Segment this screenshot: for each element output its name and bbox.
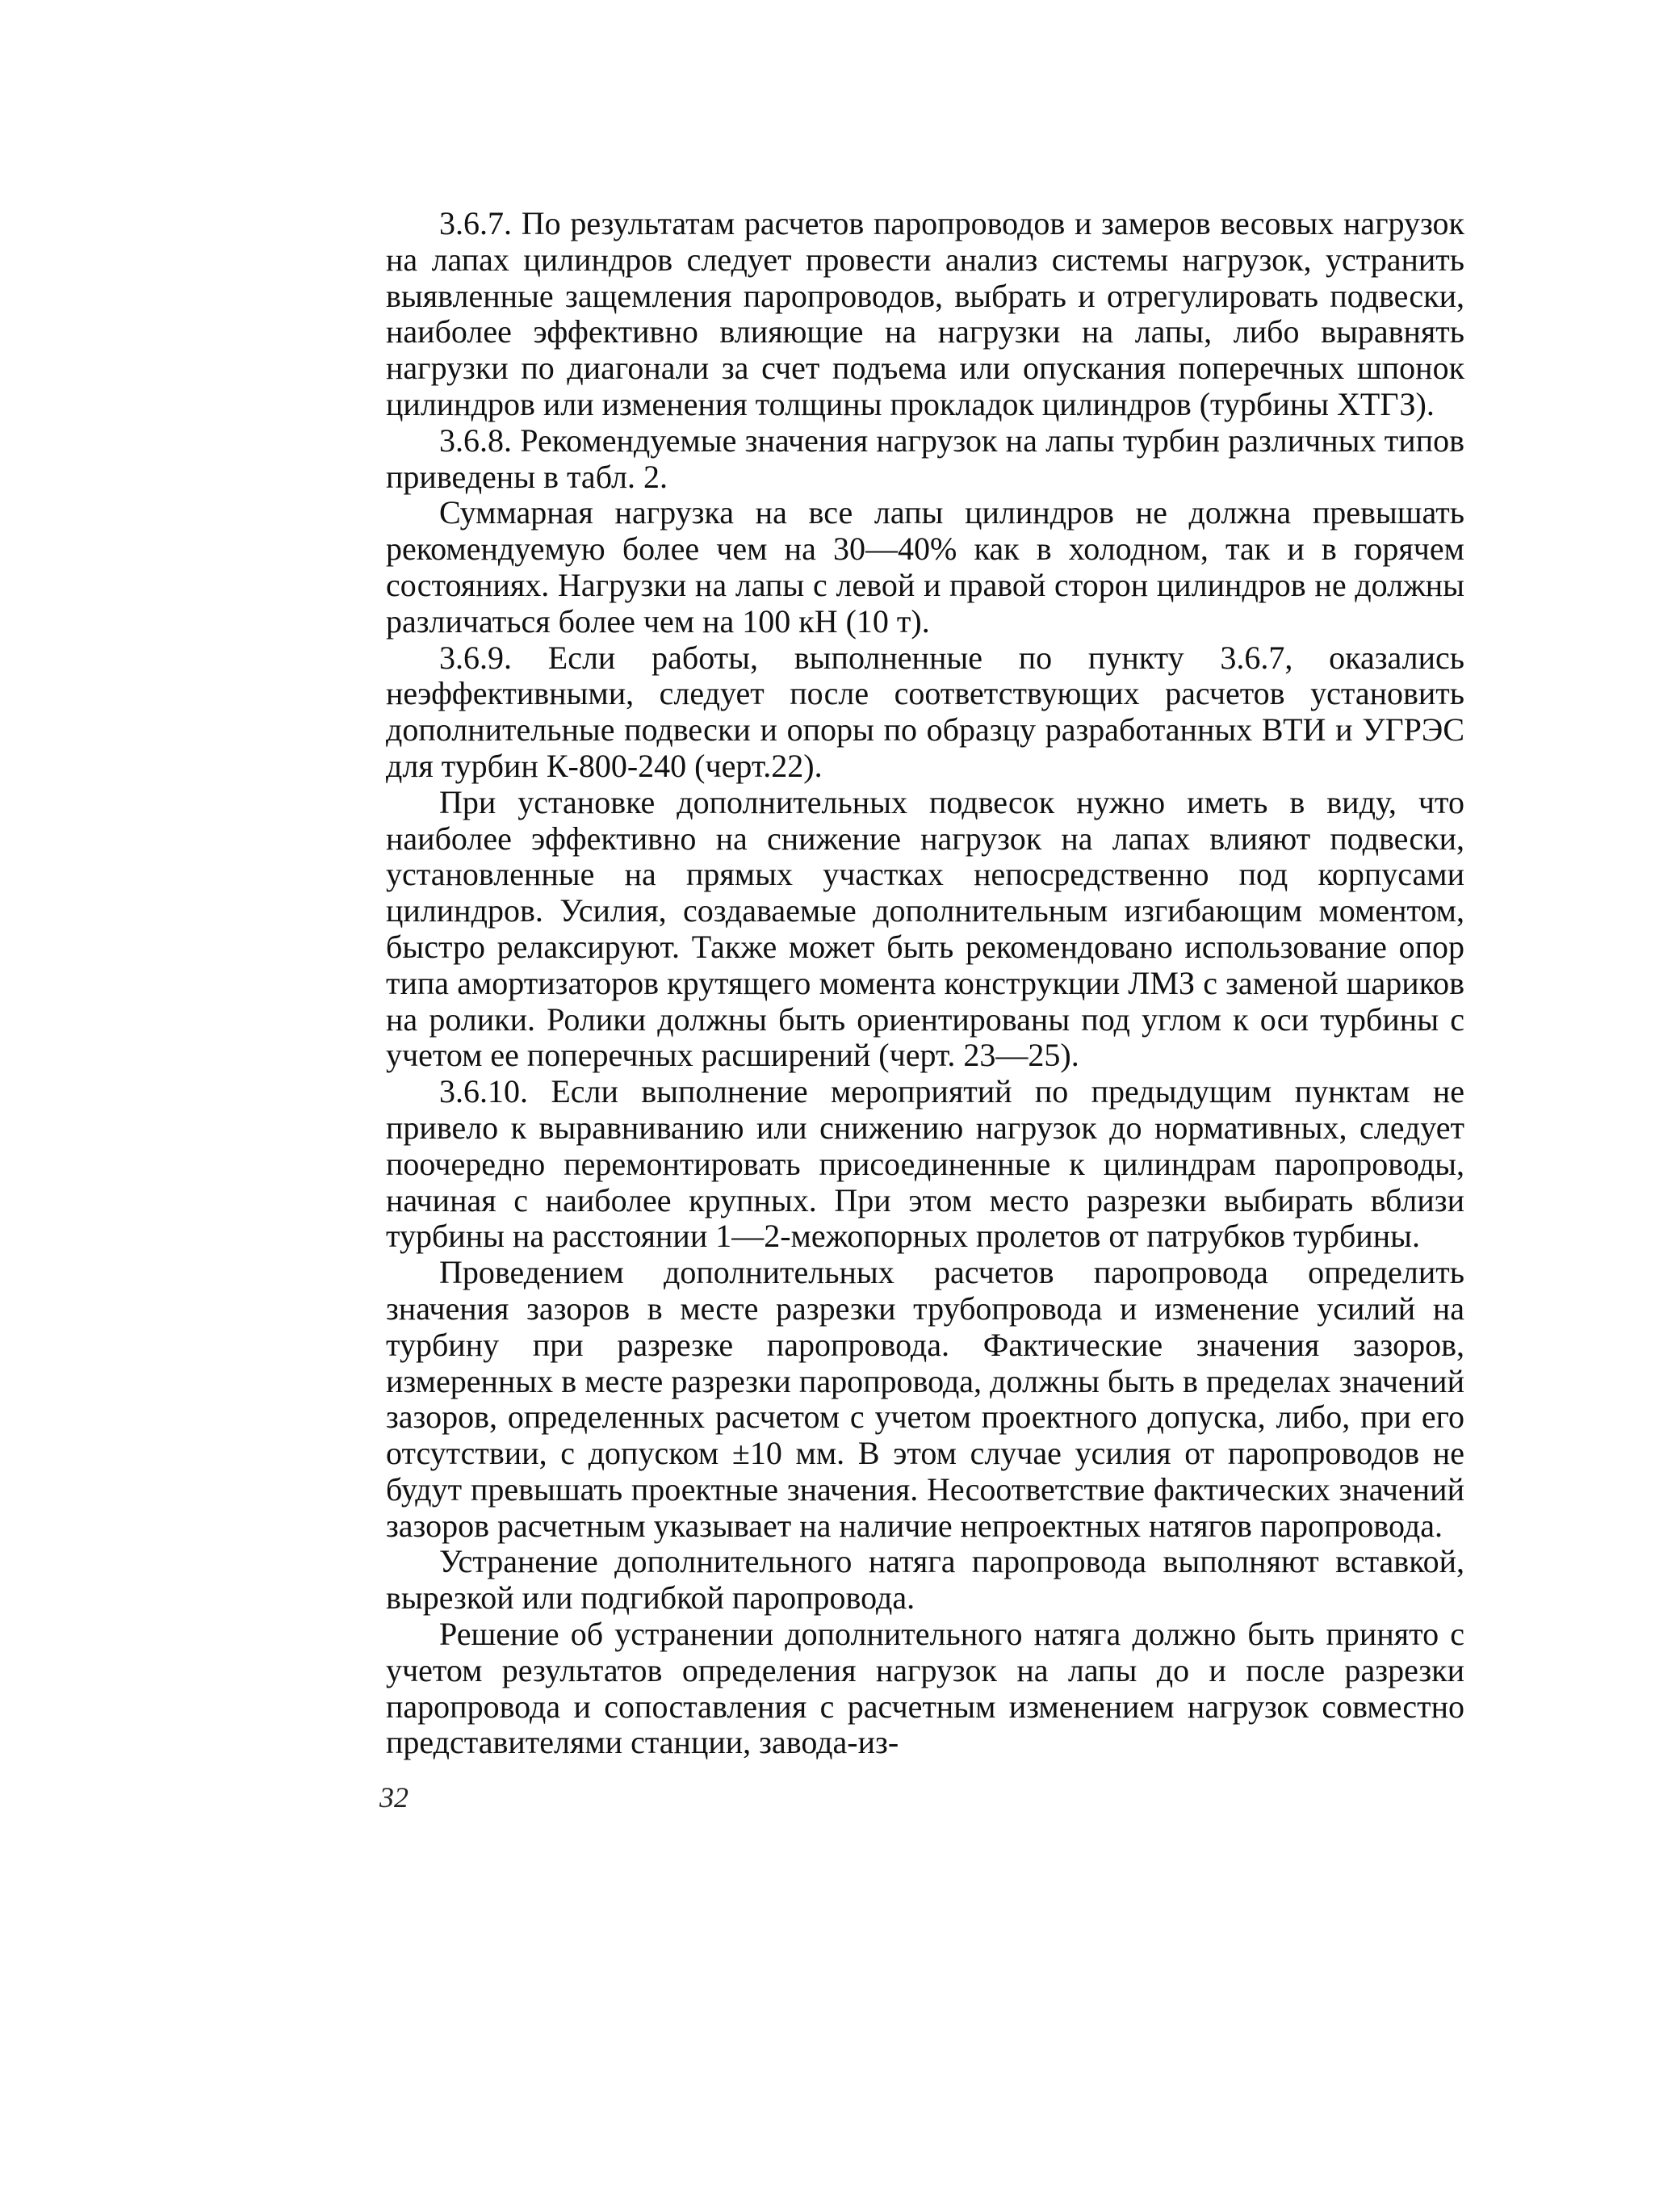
paragraph-3-6-8: 3.6.8. Рекомендуемые значения нагрузок на лапы турбин различных типов приведены в табл. 2. bbox=[386, 421, 1464, 495]
paragraph-3-6-7: 3.6.7. По результатам расчетов паропроводов и замеров весовых нагрузок на лапах цилиндров следует провести анализ системы нагрузок, устранить выявленные защемления паропроводов, выбрать и отрегулировать подвески, наиболее эффективно влияющие на нагрузки на лапы, либо выравнять нагрузки по диагонали за счет подъема или опускания поперечных шпонок цилиндров или изменения толщины прокладок цилиндров (турбины ХТГЗ). bbox=[386, 205, 1464, 422]
paragraph-3-6-9: 3.6.9. Если работы, выполненные по пункту 3.6.7, оказались неэффективными, следует после соответствующих расчетов установить дополнительные подвески и опоры по образцу разработанных ВТИ и УГРЭС для турбин К-800-240 (черт.22). bbox=[386, 639, 1464, 784]
paragraph-total-load: Суммарная нагрузка на все лапы цилиндров не должна превышать рекомендуемую более чем на 30—40% как в холодном, так и в горячем состояниях. Нагрузки на лапы с левой и правой сторон цилиндров не должны различаться более чем на 100 кН (10 т). bbox=[386, 494, 1464, 640]
body-text bbox=[386, 206, 1464, 1761]
paragraph-additional-hangers: При установке дополнительных подвесок нужно иметь в виду, что наиболее эффективно на снижение нагрузок на лапах влияют подвески, установленные на прямых участках непосредственно под корпусами цилиндров. Усилия, создаваемые дополнительным изгибающим моментом, быстро релаксируют. Также может быть рекомендовано использование опор типа амортизаторов крутящего момента конструкции ЛМЗ с заменой шариков на ролики. Ролики должны быть ориентированы под углом к оси турбины с учетом ее поперечных расширений (черт. 23—25). bbox=[386, 783, 1464, 1074]
paragraph-tension-removal: Устранение дополнительного натяга паропровода выполняют вставкой, вырезкой или подгибкой паропровода. bbox=[386, 1543, 1464, 1617]
paragraph-additional-calculations: Проведением дополнительных расчетов паропровода определить значения зазоров в месте разрезки трубопровода и изменение усилий на турбину при разрезке паропровода. Фактические значения зазоров, измеренных в месте разрезки паропровода, должны быть в пределах значений зазоров, определенных расчетом с учетом проектного допуска, либо, при его отсутствии, с допуском ±10 мм. В этом случае усилия от паропроводов не будут превышать проектные значения. Несоответствие фактических значений зазоров расчетным указывает на наличие непроектных натягов паропровода. bbox=[386, 1254, 1464, 1544]
page-number: 32 bbox=[379, 1781, 408, 1814]
paragraph-3-6-10: 3.6.10. Если выполнение мероприятий по предыдущим пунктам не привело к выравниванию или снижению нагрузок до нормативных, следует поочередно перемонтировать присоединенные к цилиндрам паропроводы, начиная с наиболее крупных. При этом место разрезки выбирать вблизи турбины на расстоянии 1—2-межопорных пролетов от патрубков турбины. bbox=[386, 1073, 1464, 1255]
paragraph-decision: Решение об устранении дополнительного натяга должно быть принято с учетом результатов определения нагрузок на лапы до и после разрезки паропровода и сопоставления с расчетным изменением нагрузок совместно представителями станции, завода-из- bbox=[386, 1616, 1464, 1761]
